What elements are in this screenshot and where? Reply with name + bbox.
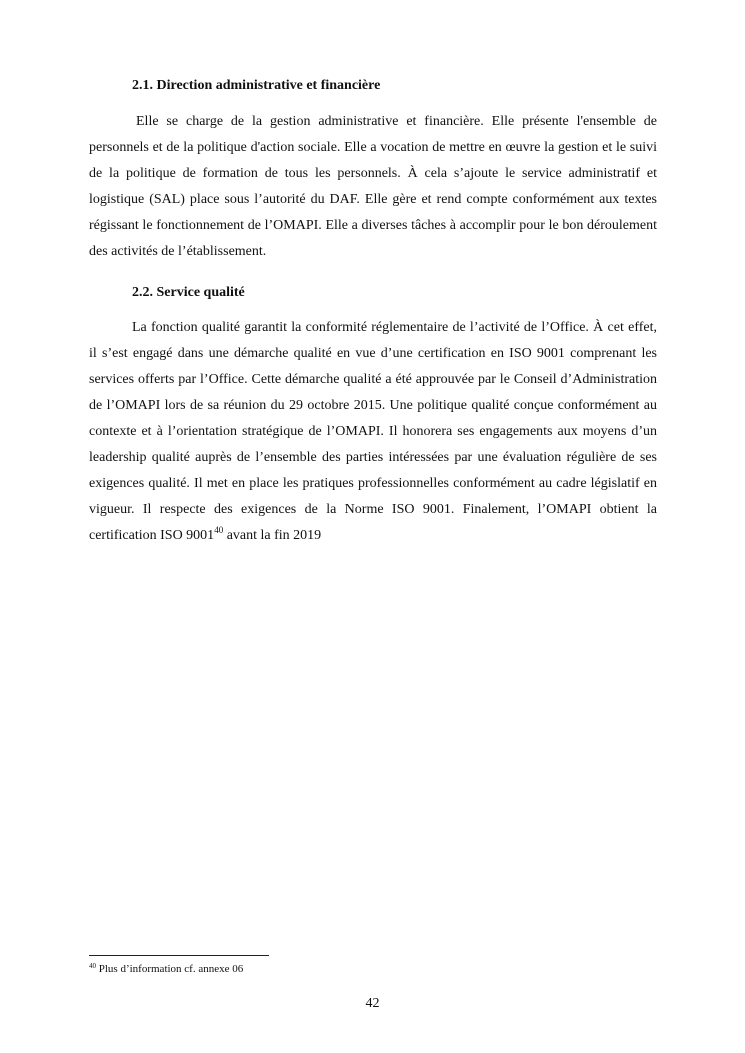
page-number: 42 (365, 996, 380, 1011)
section-heading-direction-administrative: 2.1. Direction administrative et financière (132, 78, 381, 93)
footnote-text: Plus d’information cf. annexe 06 (96, 963, 244, 975)
paragraph-direction-administrative: Elle se charge de la gestion administrative et financière. Elle présente l'ensemble de personnels et de la politique d'action sociale. Elle a vocation de mettre en œuvre la gestion et le suivi de la politique de formation de tous les personnels. À cela s’ajoute le service administratif et logistique (SAL) place sous l’autorité du DAF. Elle gère et rend compte conformément aux textes régissant le fonctionnement de l’OMAPI. Elle a diverses tâches à accomplir pour le bon déroulement des activités de l’établissement. (89, 114, 657, 259)
paragraph-service-qualite (89, 315, 657, 549)
footnote-divider (89, 955, 269, 956)
footnote (89, 962, 243, 976)
section-heading-service-qualite: 2.2. Service qualité (132, 285, 245, 300)
paragraph-service-qualite-text: La fonction qualité garantit la conformité réglementaire de l’activité de l’Office. À cet effet, il s’est engagé dans une démarche qualité en vue d’une certification en ISO 9001 comprenant les services offerts par l’Office. Cette démarche qualité a été approuvée par le Conseil d’Administration de l’OMAPI lors de sa réunion du 29 octobre 2015. Une politique qualité conçue conformément au contexte et à l’orientation stratégique de l’OMAPI. Il honorera ses engagements aux moyens d’un leadership qualité auprès de l’ensemble des parties intéressées par une évaluation régulière de ses exigences qualité. Il met en place les pratiques professionnelles conformément au cadre législatif en vigueur. Il respecte des exigences de la Norme ISO 9001. Finalement, l’OMAPI obtient la certification ISO 9001 (89, 320, 657, 543)
paragraph-service-qualite-tail: avant la fin 2019 (223, 528, 322, 543)
footnote-marker: 40 (89, 962, 96, 970)
footnote-reference[interactable]: 40 (214, 525, 224, 535)
